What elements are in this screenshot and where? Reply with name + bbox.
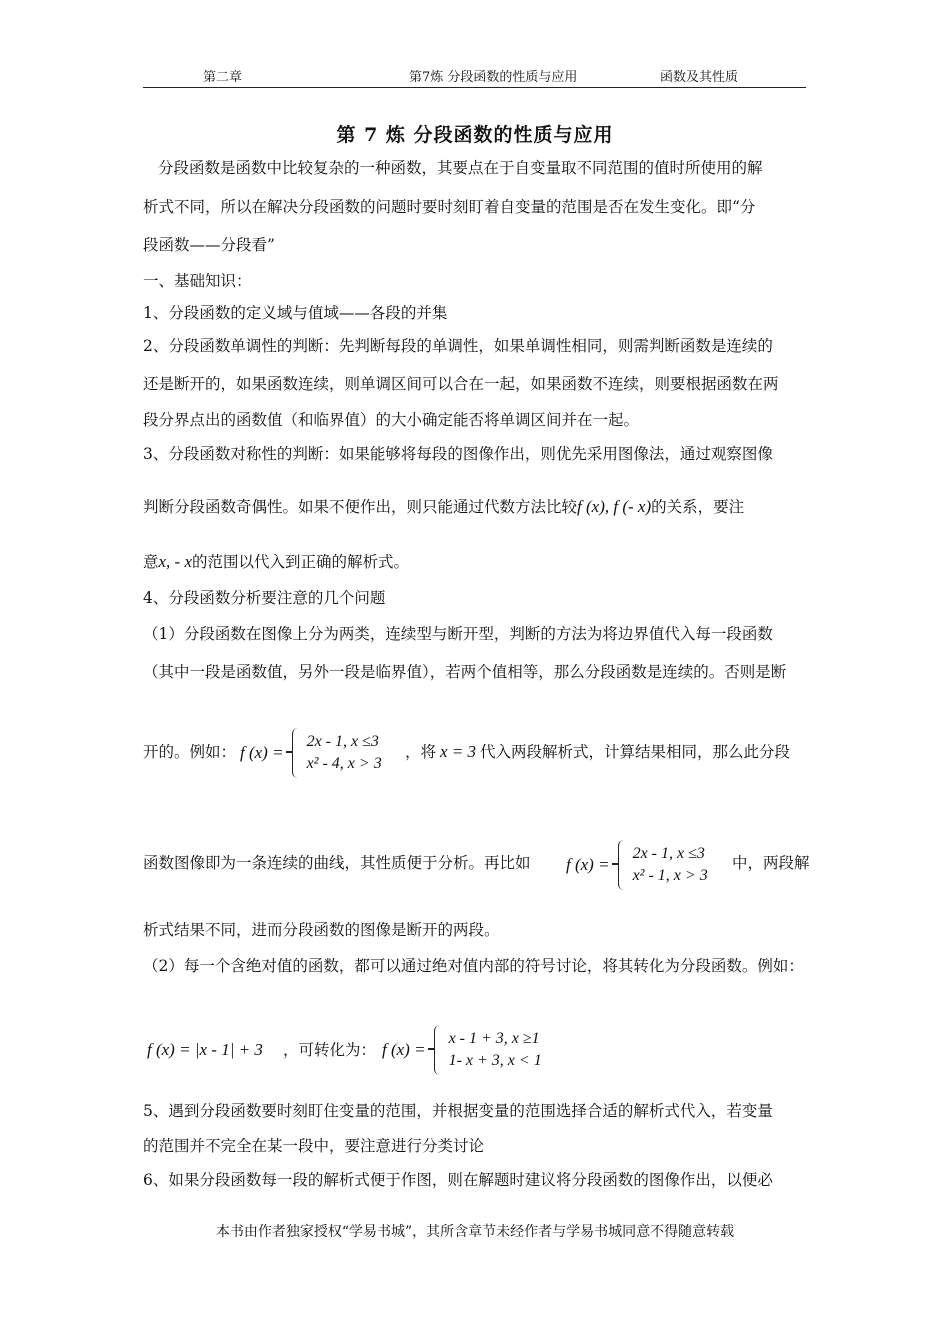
item-3-text-b: 的关系，要注 xyxy=(651,498,745,516)
example-1-case-1: 2x - 1, x ≤3 xyxy=(306,733,379,750)
piecewise-example-3 xyxy=(382,1025,542,1075)
item-5-line-1: 5、遇到分段函数要时刻盯住变量的范围，并根据变量的范围选择合适的解析式代入，若变量 xyxy=(143,1102,773,1120)
left-brace xyxy=(618,840,627,890)
item-3-line-2 xyxy=(143,497,813,517)
left-brace xyxy=(434,1025,443,1075)
item-2-line-3: 段分界点出的函数值（和临界值）的大小确定能否将单调区间并在一起。 xyxy=(143,411,640,429)
item-6: 6、如果分段函数每一段的解析式便于作图，则在解题时建议将分段函数的图像作出，以便必 xyxy=(143,1171,773,1189)
item-3-text-d: 的范围以代入到正确的解析式。 xyxy=(192,553,410,571)
math-f-x-f-neg-x: f (x), f (- x) xyxy=(577,497,652,516)
item-4-p2-line-1: （2）每一个含绝对值的函数，都可以通过绝对值内部的符号讨论，将其转化为分段函数。例如： xyxy=(143,957,804,975)
item-3-line-3 xyxy=(143,552,813,572)
example-3-case-2: 1- x + 3, x < 1 xyxy=(448,1052,542,1069)
example-3-mid-text: ，可转化为： xyxy=(283,1041,377,1059)
page-title: 第 7 炼 分段函数的性质与应用 xyxy=(336,124,614,146)
section-heading: 一、基础知识： xyxy=(143,272,252,290)
intro-line-3: 段函数——分段看” xyxy=(143,236,275,254)
example-3-abs-form: f (x) = |x - 1| + 3 xyxy=(147,1040,263,1059)
example-1-case-2: x² - 4, x > 3 xyxy=(306,755,382,772)
item-4-p1-line-1: （1）分段函数在图像上分为两类，连续型与断开型，判断的方法为将边界值代入每一段函数 xyxy=(143,625,773,643)
example-2-lhs: f (x) = xyxy=(566,855,610,874)
item-3-text-a: 判断分段函数奇偶性。如果不便作出，则只能通过代数方法比较 xyxy=(143,498,578,516)
header-chapter: 第二章 xyxy=(203,70,243,85)
example-2-intro: 函数图像即为一条连续的曲线，其性质便于分析。再比如 xyxy=(143,854,531,872)
piecewise-example-2 xyxy=(566,840,708,890)
example-2-case-2: x² - 1, x > 3 xyxy=(632,867,708,884)
item-4-heading: 4、分段函数分析要注意的几个问题 xyxy=(143,589,386,607)
example-1-mid-text: ，将 xyxy=(405,743,437,761)
example-1-tail xyxy=(405,742,810,762)
header-lesson: 第7炼 分段函数的性质与应用 xyxy=(409,70,578,85)
example-1-lhs: f (x) = xyxy=(240,743,284,762)
example-3-lhs: f (x) = xyxy=(382,1040,426,1059)
example-1-intro: 开的。例如： xyxy=(143,743,237,761)
math-x-eq-3: x = 3 xyxy=(440,742,477,761)
item-2-line-2: 还是断开的，如果函数连续，则单调区间可以合在一起，如果函数不连续，则要根据函数在两 xyxy=(143,375,779,393)
math-x-neg-x: x, - x xyxy=(158,552,193,571)
item-2-line-1: 2、分段函数单调性的判断：先判断每段的单调性，如果单调性相同，则需判断函数是连续的 xyxy=(143,337,773,355)
example-2-conclusion: 析式结果不同，进而分段函数的图像是断开的两段。 xyxy=(143,921,500,939)
copyright-footer: 本书由作者独家授权“学易书城”，其所含章节未经作者与学易书城同意不得随意转载 xyxy=(215,1224,735,1240)
intro-line-2: 析式不同，所以在解决分段函数的问题时要时刻盯着自变量的范围是否在发生变化。即“分 xyxy=(143,198,756,216)
example-2-case-1: 2x - 1, x ≤3 xyxy=(632,845,705,862)
intro-line-1: 分段函数是函数中比较复杂的一种函数，其要点在于自变量取不同范围的值时所使用的解 xyxy=(158,159,763,177)
page-header xyxy=(143,66,806,88)
left-brace xyxy=(292,728,301,778)
item-3-text-c: 意 xyxy=(143,553,159,571)
item-4-p1-line-2: （其中一段是函数值，另外一段是临界值），若两个值相等，那么分段函数是连续的。否则是断 xyxy=(143,663,787,681)
header-topic: 函数及其性质 xyxy=(660,70,739,85)
item-5-line-2: 的范围并不完全在某一段中，要注意进行分类讨论 xyxy=(143,1137,485,1155)
example-1-post-text: 代入两段解析式，计算结果相同，那么此分段 xyxy=(480,743,791,761)
item-1: 1、分段函数的定义域与值域——各段的并集 xyxy=(143,304,448,322)
example-3-case-1: x - 1 + 3, x ≥1 xyxy=(448,1030,540,1047)
item-3-line-1: 3、分段函数对称性的判断：如果能够将每段的图像作出，则优先采用图像法，通过观察图像 xyxy=(143,445,773,463)
example-2-post-text: 中，两段解 xyxy=(732,854,810,872)
piecewise-example-1 xyxy=(240,728,382,778)
